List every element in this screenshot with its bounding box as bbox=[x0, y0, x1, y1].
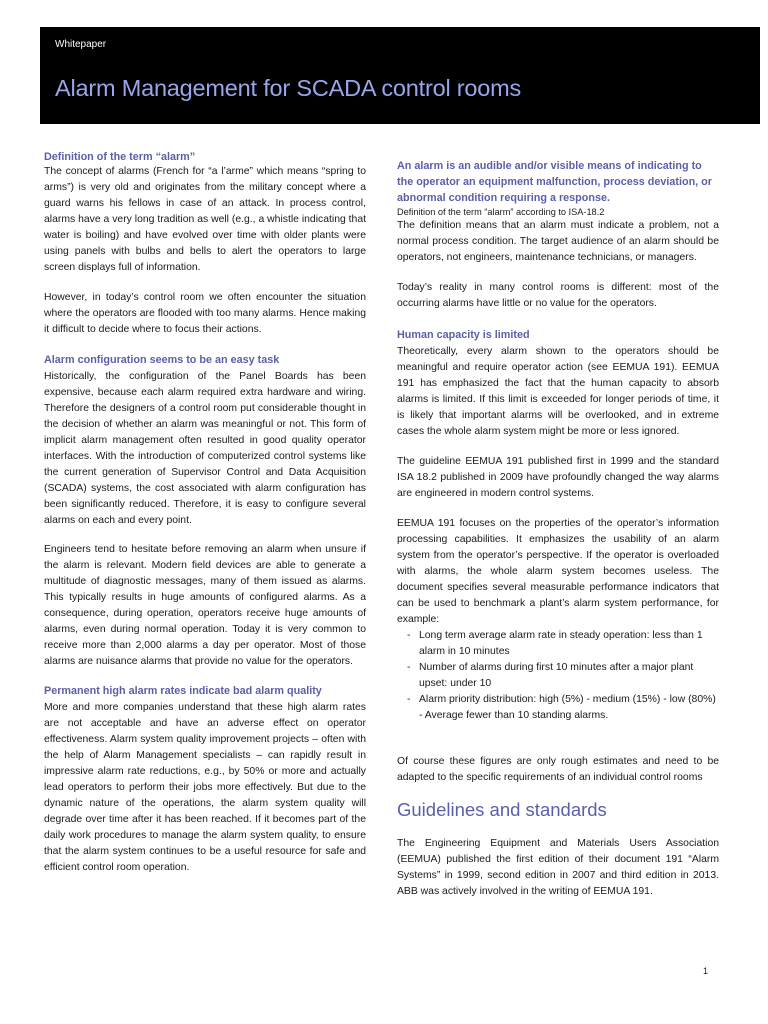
left-column bbox=[44, 150, 366, 876]
paragraph-todays-reality: Today’s reality in many control rooms is different: most of the occurring alarms have little or no value for the operators. bbox=[397, 282, 719, 309]
paragraph-human-capacity: Theoretically, every alarm shown to the operators should be meaningful and require operator action (see EEMUA 191). EEMUA 191 has emphasized the fact that the human capacity to absorb alarms is limited. If this limit is exceeded for longer periods of time, it is likely that important alarms will be overlooked, and in extreme cases the whole alarm system might be more or less ignored. bbox=[397, 346, 719, 437]
paragraph-quality-improvement: More and more companies understand that these high alarm rates are not acceptable and have an adverse effect on operator effectiveness. Alarm system quality improvement projects – often with the help of Alarm Management specialists – can rapidly result in impressive alarm rate reductions, e.g., by 50% or more and actually lead operators to perform their jobs more effectively. But due to the dynamic nature of the operations, the alarm system quality will degrade over time after it has been reached. If it becomes part of the daily work procedures to manage the alarm system quality, to ensure that the alarm system continues to be a useful resource for safe and efficient control room operation. bbox=[44, 702, 366, 873]
paragraph-flooded-operators: However, in today’s control room we often encounter the situation where the operators are flooded with too many alarms. Hence making it difficult to decide where to focus their actions. bbox=[44, 292, 366, 335]
list-item: - Number of alarms during first 10 minutes after a major plant upset: under 10 bbox=[407, 660, 719, 692]
page-title: Alarm Management for SCADA control rooms bbox=[55, 75, 522, 101]
list-item: - Long term average alarm rate in steady operation: less than 1 alarm in 10 minutes bbox=[407, 628, 719, 660]
performance-indicator-list bbox=[397, 628, 719, 724]
page-number: 1 bbox=[703, 966, 709, 976]
paragraph-eemua-editions: The Engineering Equipment and Materials Users Association (EEMUA) published the first edition of their document 191 “Alarm Systems” in 1999, second edition in 2007 and third edition in 2013. ABB was actively involved in the writing of EEMUA 191. bbox=[397, 838, 719, 897]
right-column bbox=[397, 150, 719, 900]
heading-human-capacity: Human capacity is limited bbox=[397, 329, 530, 341]
paragraph-panel-boards: Historically, the configuration of the Panel Boards has been expensive, because each alarm required extra hardware and wiring. Therefore the designers of a control room put considerable thought in the decision of whether an alarm was meaningful or not. This form of implicit alarm management often resulted in good quality operator interfaces. With the introduction of computerized control systems like the current generation of Supervisor Control and Data Acquisition (SCADA) systems, the cost associated with alarm configuration has been significantly reduced. Therefore, it is easy to configure several alarms on each and every point. bbox=[44, 371, 366, 526]
section-title-guidelines: Guidelines and standards bbox=[397, 799, 607, 820]
paragraph-rough-estimates: Of course these figures are only rough estimates and need to be adapted to the specific requirements of an individual control rooms bbox=[397, 756, 719, 783]
header-banner bbox=[40, 27, 760, 124]
heading-definition: Definition of the term “alarm” bbox=[44, 151, 196, 163]
paragraph-definition-meaning: The definition means that an alarm must indicate a problem, not a normal process condition. The target audience of an alarm should be operators, not engineers, maintenance technicians, or managers. bbox=[397, 220, 719, 263]
alarm-definition-quote: An alarm is an audible and/or visible means of indicating to the operator an equipment malfunction, process deviation, or abnormal condition requiring a response. bbox=[397, 160, 712, 204]
heading-alarm-configuration: Alarm configuration seems to be an easy task bbox=[44, 354, 280, 366]
heading-high-alarm-rates: Permanent high alarm rates indicate bad alarm quality bbox=[44, 685, 322, 697]
paragraph-engineers-hesitate: Engineers tend to hesitate before removing an alarm when unsure if the alarm is relevant. Modern field devices are able to generate a multitude of diagnostic messages, many of them issued as alarms. This typically results in huge amounts of configured alarms. As a consequence, during operation, operators receive huge amounts of alarms, even during normal operation. Today it is very common to receive more than 2,000 alarms a day per operator. Most of those alarms are nuisance alarms that provide no value for the operators. bbox=[44, 544, 366, 667]
list-item: - Alarm priority distribution: high (5%) - medium (15%) - low (80%) - Average fewer than 10 standing alarms. bbox=[407, 692, 719, 724]
paragraph-guideline-eemua: The guideline EEMUA 191 published first in 1999 and the standard ISA 18.2 published in 2009 have profoundly changed the way alarms are engineered in modern control systems. bbox=[397, 456, 719, 499]
quote-caption: Definition of the term “alarm” according to ISA-18.2 bbox=[397, 207, 605, 217]
paragraph-eemua-focus: EEMUA 191 focuses on the properties of the operator’s information processing capabilities. It emphasizes the usability of an alarm system from the operator’s perspective. If the operator is overloaded with alarms, the whole alarm system becomes useless. The document specifies several measurable performance indicators that can be used to benchmark a plant’s alarm system performance, for example: bbox=[397, 518, 719, 625]
document-type-label: Whitepaper bbox=[55, 39, 107, 50]
paragraph-concept-of-alarms: The concept of alarms (French for “a l’arme” which means “spring to arms”) is very old and originates from the military concept where a guard warns his fellows in case of an attack. In process control, alarms have a very long tradition as well (e.g., a whistle indicating that water is boiling) and have evolved over time with older plants were using panels with bulbs and bells to alert the operators to large screen displays full of information. bbox=[44, 166, 366, 273]
